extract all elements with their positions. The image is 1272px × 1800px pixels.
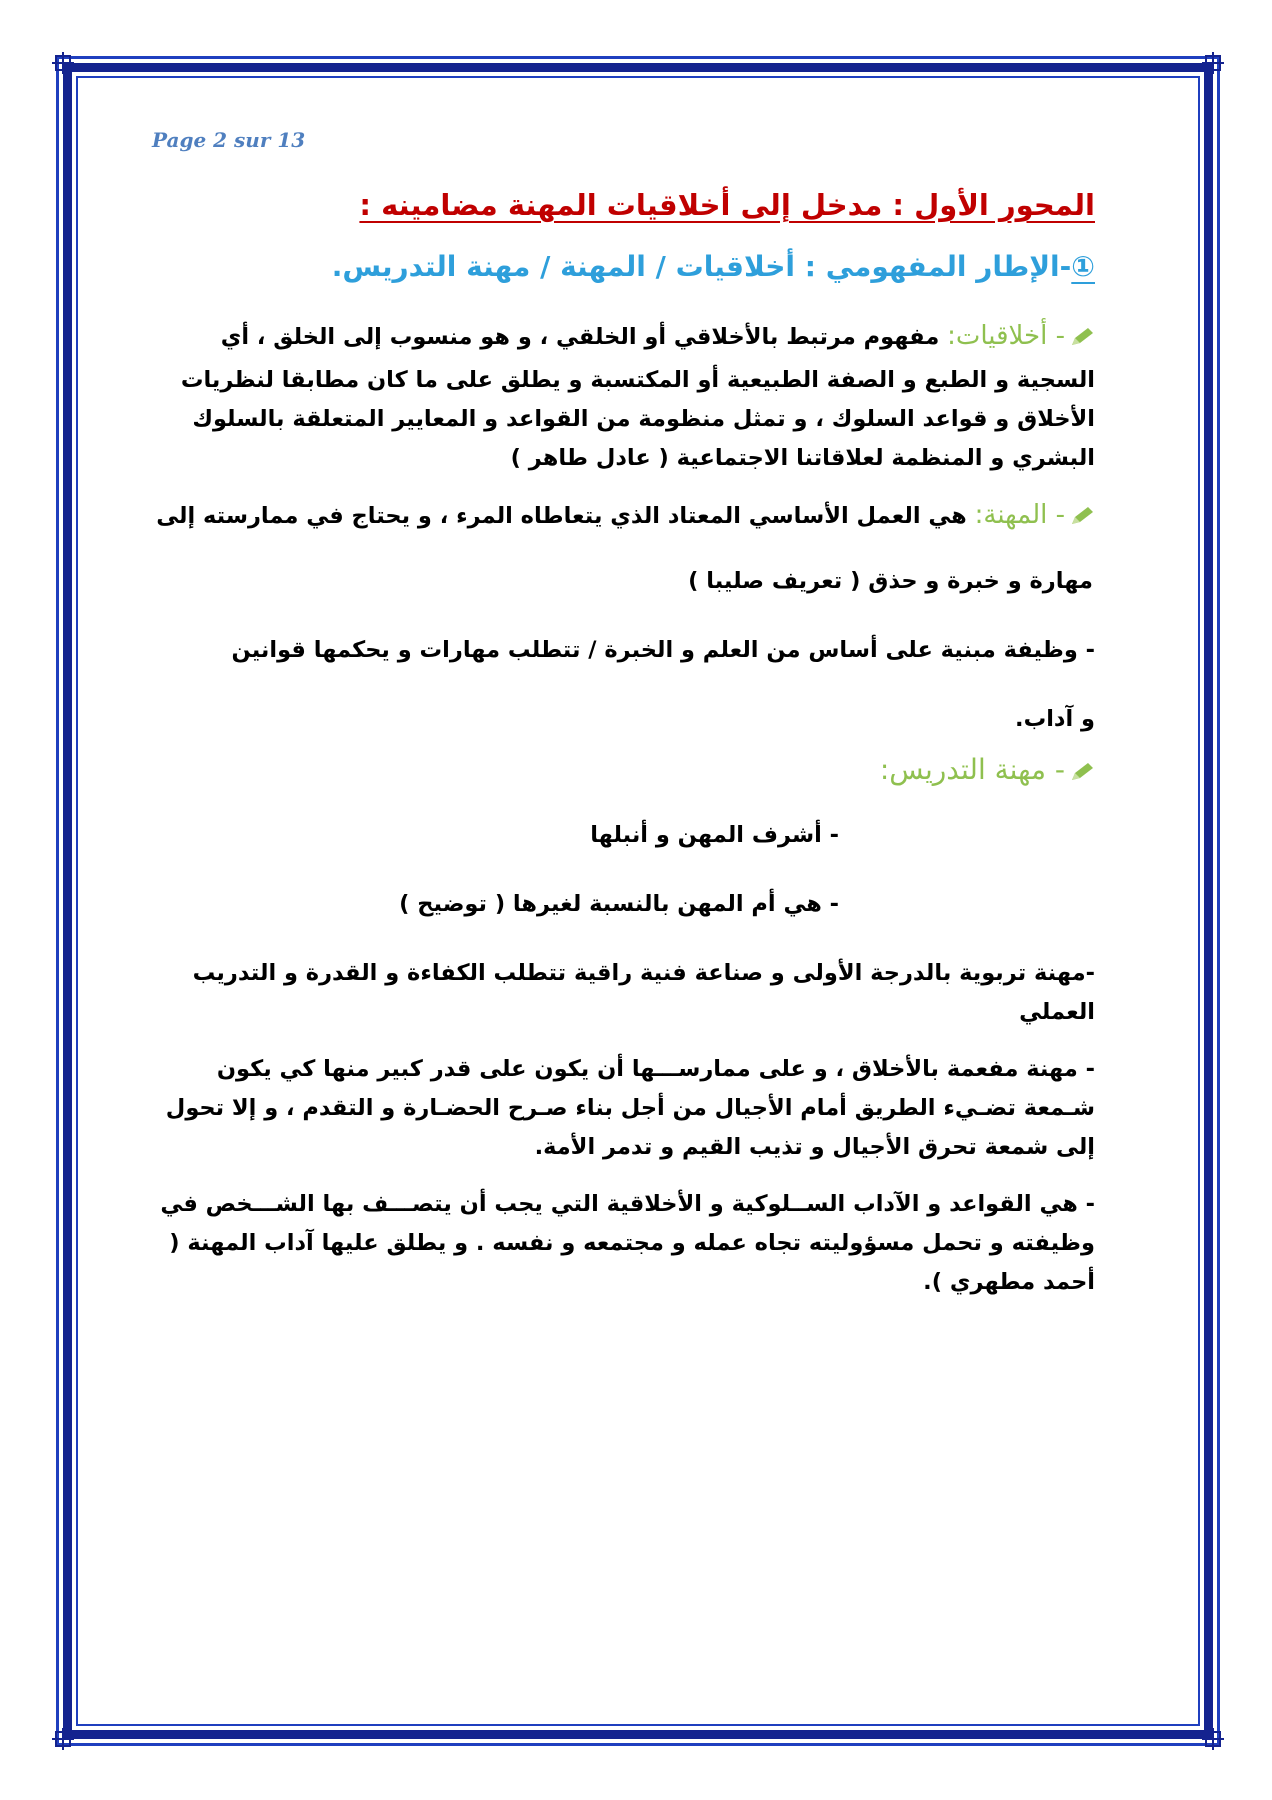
teaching-heading	[145, 753, 1095, 790]
corner-ornament-icon	[1198, 48, 1228, 78]
teaching-item: - أشرف المهن و أنبلها	[590, 822, 839, 848]
profession-line: - وظيفة مبنية على أساس من العلم و الخبرة / تتطلب مهارات و يحكمها قوانين	[231, 637, 1095, 663]
pencil-icon	[1069, 501, 1095, 540]
teaching-term: - مهنة التدريس:	[879, 753, 1065, 786]
corner-ornament-icon	[1198, 1724, 1228, 1754]
pencil-icon	[1069, 757, 1095, 790]
section-heading-text: -الإطار المفهومي : أخلاقيات / المهنة / مهنة التدريس.	[331, 250, 1072, 283]
teaching-item: - مهنة مفعمة بالأخلاق ، و على ممارســـها أن يكون على قدر كبير منها كي يكون شـمعة تضـيء الطريق أمام الأجيال من أجل بناء صـرح الحضـارة و التقدم ، و إلا تحول إلى شمعة تحرق الأجيال و تذيب القيم و تدمر الأمة.	[165, 1056, 1095, 1160]
page-number-label: Page 2 sur 13	[152, 128, 306, 152]
ethics-term: - أخلاقيات:	[947, 321, 1065, 351]
teaching-item: -مهنة تربوية بالدرجة الأولى و صناعة فنية راقية تتطلب الكفاءة و القدرة و التدريب العملي	[192, 960, 1095, 1025]
profession-term: - المهنة:	[974, 500, 1065, 530]
ethics-definition	[145, 317, 1095, 478]
section-heading	[145, 250, 1095, 283]
axis-title: المحور الأول : مدخل إلى أخلاقيات المهنة مضامينه :	[359, 188, 1095, 222]
teaching-item: - هي القواعد و الآداب الســلوكية و الأخلاقية التي يجب أن يتصـــف بها الشـــخص في وظيفته و تحمل مسؤوليته تجاه عمله و مجتمعه و نفسه . و يطلق عليها آداب المهنة ( أحمد مطهري ).	[160, 1191, 1095, 1295]
teaching-item: - هي أم المهن بالنسبة لغيرها ( توضيح )	[399, 891, 839, 917]
section-number: ①	[1071, 250, 1095, 283]
corner-ornament-icon	[48, 1724, 78, 1754]
corner-ornament-icon	[48, 48, 78, 78]
document-body	[145, 188, 1095, 1320]
pencil-icon	[1069, 322, 1095, 361]
profession-line: مهارة و خبرة و حذق ( تعريف صليبا )	[688, 568, 1093, 594]
profession-text: هي العمل الأساسي المعتاد الذي يتعاطاه المرء ، و يحتاج في ممارسته إلى	[156, 503, 967, 529]
ethics-text: مفهوم مرتبط بالأخلاقي أو الخلقي ، و هو منسوب إلى الخلق ، أي السجية و الطبع و الصفة الطبيعية أو المكتسبة و يطلق على ما كان مطابقا لنظريات الأخلاق و قواعد السلوك ، و تمثل منظومة من القواعد و المعايير المتعلقة بالسلوك البشري و المنظمة لعلاقاتنا الاجتماعية ( عادل طاهر )	[180, 324, 1095, 471]
profession-definition	[145, 496, 1095, 540]
profession-line: و آداب.	[1015, 706, 1095, 732]
